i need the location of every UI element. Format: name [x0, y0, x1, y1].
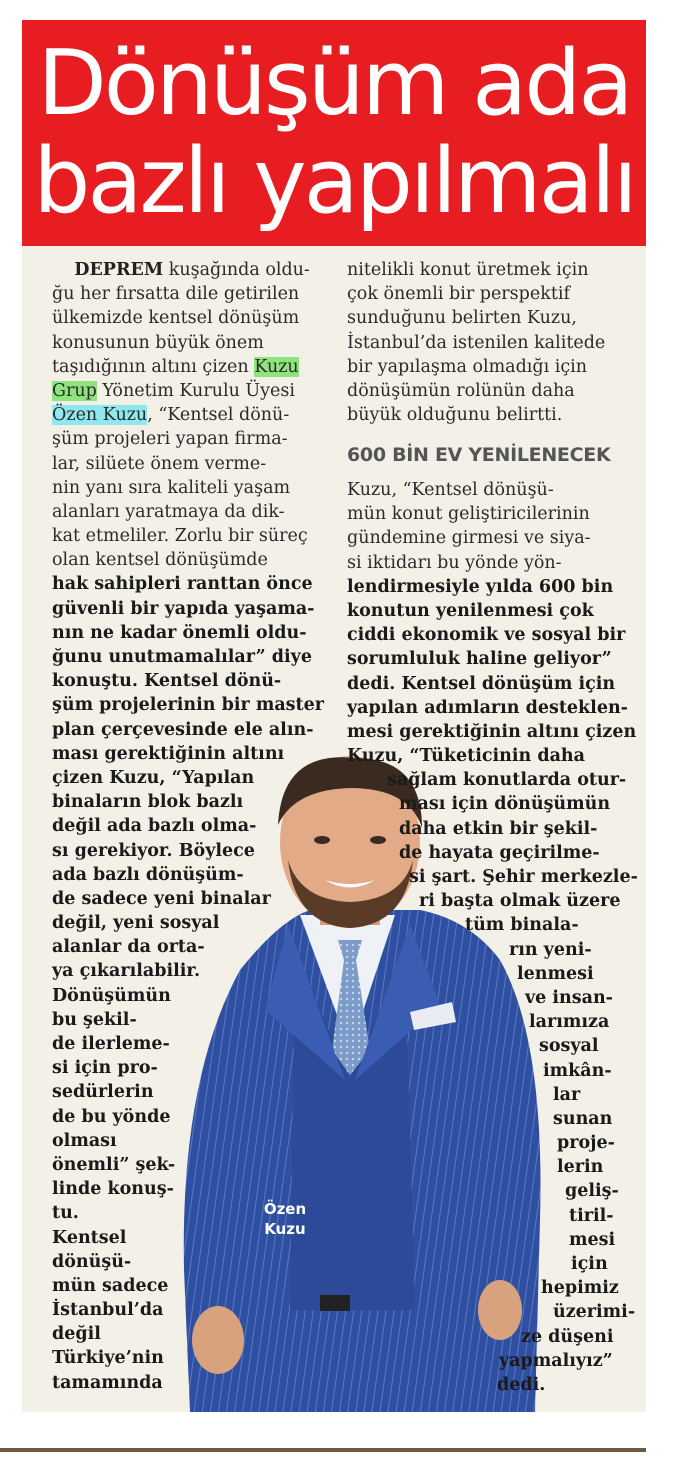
text-line: ya çıkarılabilir.: [52, 961, 201, 982]
text-line: plan çerçevesinde ele alın-: [52, 719, 314, 740]
text-line: üzerimi-: [553, 1302, 636, 1323]
text-line: lar: [553, 1084, 581, 1105]
text-segment: , “Kentsel dönü-: [147, 405, 290, 426]
text-line: Türkiye’nin: [52, 1348, 164, 1369]
text-line: tüm binala-: [465, 915, 579, 936]
text-line: [52, 403, 324, 427]
text-line: yapılan adımların desteklen-: [347, 697, 628, 718]
text-line: dedi. Kentsel dönüşüm için: [347, 673, 616, 694]
text-line: İstanbul’da istenilen kalitede: [347, 332, 606, 353]
text-line: ğu her fırsatta dile getirilen: [52, 284, 300, 305]
text-line: kat etmeliler. Zorlu bir süreç: [52, 526, 308, 547]
text-line: [52, 258, 324, 282]
headline-banner: [22, 20, 646, 246]
text-line: sedürlerin: [52, 1082, 154, 1103]
text-line: tiril-: [569, 1205, 614, 1226]
text-line: konuştu. Kentsel dönü-: [52, 671, 282, 692]
text-line: binaların blok bazlı: [52, 792, 244, 813]
text-line: dönüşü-: [52, 1251, 132, 1272]
text-line: ri başta olmak üzere: [419, 891, 621, 912]
text-line: proje-: [557, 1133, 615, 1154]
article-column-2-continued: [347, 478, 638, 1397]
text-line: mün konut geliştiricilerinin: [347, 504, 590, 525]
text-line: yapmalıyız”: [499, 1350, 613, 1371]
text-line: için: [571, 1254, 608, 1274]
text-line: si için pro-: [52, 1058, 158, 1079]
text-line: lar, silüete önem verme-: [52, 453, 267, 474]
text-line: hepimiz: [541, 1278, 619, 1299]
company-name-highlight: Grup: [52, 380, 97, 401]
text-line: ve insan-: [525, 987, 613, 1008]
text-line: sosyal: [539, 1036, 599, 1057]
text-line: çizen Kuzu, “Yapılan: [52, 767, 255, 788]
text-line: imkân-: [543, 1060, 612, 1081]
text-line: [52, 379, 324, 403]
text-line: şüm projelerinin bir master: [52, 695, 324, 716]
section-subheading: 600 BİN EV YENİLENECEK: [347, 444, 611, 466]
text-line: mesi gerektiğinin altını çizen: [347, 721, 637, 742]
text-line: Kentsel: [52, 1227, 127, 1248]
text-line: şüm projeleri yapan firma-: [52, 429, 288, 450]
text-line: güvenli bir yapıda yaşama-: [52, 598, 315, 619]
text-line: de ilerleme-: [52, 1034, 170, 1054]
text-line: ciddi ekonomik ve sosyal bir: [347, 625, 626, 646]
text-line: daha etkin bir şekil-: [399, 818, 598, 839]
bottom-rule: [0, 1448, 646, 1452]
text-line: bu şekil-: [52, 1009, 137, 1030]
text-segment: Yönetim Kurulu Üyesi: [96, 380, 295, 401]
text-line: ülkemizde kentsel dönüşüm: [52, 308, 300, 329]
text-line: çok önemli bir perspektif: [347, 284, 570, 305]
text-line: değil ada bazlı olma-: [52, 816, 257, 837]
text-line: lerin: [557, 1157, 604, 1178]
text-line: tamamında: [52, 1372, 163, 1393]
text-line: larımıza: [529, 1012, 610, 1033]
text-line: alanları yaratmaya da dik-: [52, 501, 285, 522]
text-line: nın ne kadar önemli oldu-: [52, 622, 307, 643]
headline-line-1: Dönüşüm ada: [37, 31, 631, 136]
text-line: değil: [52, 1324, 101, 1345]
text-line: önemli” şek-: [52, 1154, 176, 1175]
text-line: ada bazlı dönüşüm-: [52, 864, 244, 885]
text-line: mün sadece: [52, 1275, 169, 1296]
text-line: büyük olduğunu belirtti.: [347, 405, 563, 426]
text-line: lendirmesiyle yılda 600 bin: [347, 576, 614, 597]
text-line: si iktidarı bu yönde yön-: [347, 552, 562, 573]
text-line: de bu yönde: [52, 1106, 171, 1127]
text-line: gündemine girmesi ve siya-: [347, 528, 591, 549]
text-line: mesi: [569, 1229, 616, 1250]
person-name-highlight: Özen Kuzu: [52, 405, 148, 426]
text-line: dönüşümün rolünün daha: [347, 380, 575, 401]
caption-last-name: Kuzu: [264, 1220, 306, 1238]
text-line: ğunu unutmamalılar” diye: [52, 647, 312, 667]
text-line: olması: [52, 1130, 117, 1151]
text-line: ması gerektiğinin altını: [52, 743, 285, 764]
text-line: sorumluluk haline geliyor”: [347, 649, 612, 670]
article-column-2: [347, 258, 605, 427]
text-segment: kuşağında oldu-: [163, 260, 310, 280]
text-line: sağlam konutlarda otur-: [387, 770, 627, 791]
headline-line-2: bazlı yapılmalı: [33, 129, 635, 234]
text-line: Kuzu, “Kentsel dönüşü-: [347, 480, 554, 500]
text-line: konusunun büyük önem: [52, 332, 264, 353]
text-line: sunan: [553, 1108, 613, 1129]
text-line: ze düşeni: [521, 1326, 614, 1347]
text-line: lenmesi: [517, 963, 594, 984]
text-segment: taşıdığının altını çizen: [52, 356, 255, 377]
text-line: sunduğunu belirten Kuzu,: [347, 308, 577, 329]
text-line: bir yapılaşma olmadığı için: [347, 356, 588, 377]
text-line: geliş-: [565, 1181, 619, 1202]
text-line: nin yanı sıra kaliteli yaşam: [52, 477, 291, 498]
text-line: linde konuş-: [52, 1179, 174, 1200]
lead-word: DEPREM: [74, 260, 164, 280]
text-line: nitelikli konut üretmek için: [347, 260, 589, 280]
text-line: de hayata geçirilme-: [399, 842, 600, 863]
text-line: sı gerekiyor. Böylece: [52, 840, 255, 861]
text-line: Kuzu, “Tüketicinin daha: [347, 746, 585, 767]
text-line: değil, yeni sosyal: [52, 913, 220, 934]
company-name-highlight: Kuzu: [254, 356, 299, 377]
text-line: ması için dönüşümün: [399, 794, 611, 815]
caption-first-name: Özen: [263, 1200, 307, 1218]
text-line: olan kentsel dönüşümde: [52, 550, 268, 571]
text-line: si şart. Şehir merkezle-: [409, 867, 638, 887]
text-line: alanlar da orta-: [52, 937, 205, 958]
text-line: konutun yenilenmesi çok: [347, 600, 594, 621]
text-line: tu.: [52, 1203, 79, 1224]
text-line: rın yeni-: [509, 939, 592, 960]
text-line: hak sahipleri ranttan önce: [52, 574, 313, 595]
text-line: Dönüşümün: [52, 985, 171, 1006]
article-column-1: [52, 258, 324, 1395]
text-line: İstanbul’da: [52, 1300, 164, 1321]
text-line: dedi.: [497, 1374, 546, 1395]
text-line: de sadece yeni binalar: [52, 888, 271, 909]
text-line: [52, 355, 324, 379]
